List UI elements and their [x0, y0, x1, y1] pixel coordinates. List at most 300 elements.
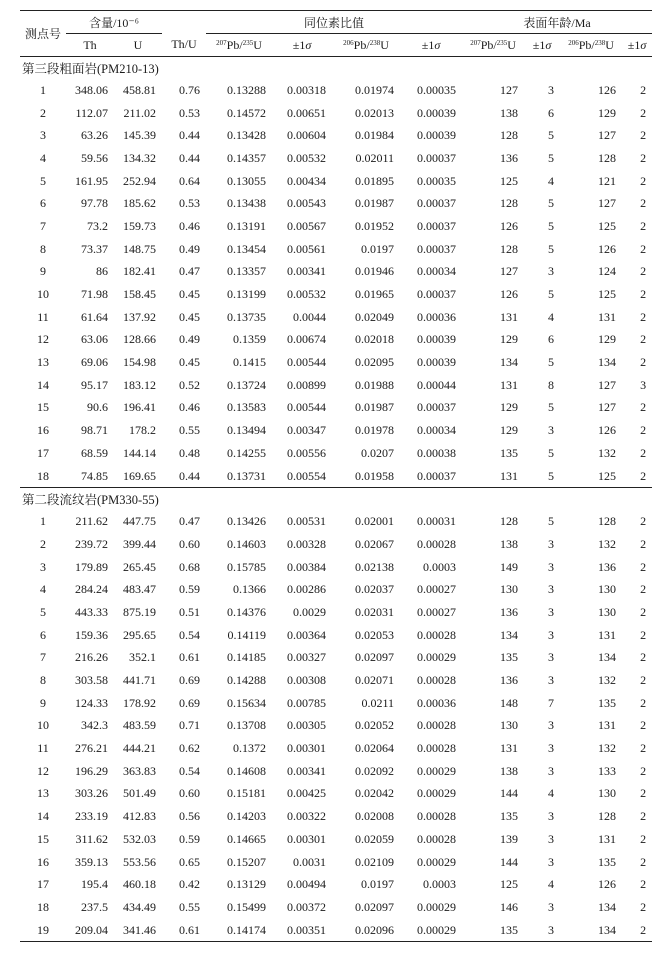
table-cell: 0.00494 — [287, 877, 327, 892]
table-cell: 0.02031 — [355, 604, 395, 619]
table-cell: 3 — [40, 128, 46, 143]
table-row — [20, 442, 652, 465]
table-cell: 5 — [548, 355, 555, 370]
table-cell: 126 — [500, 218, 519, 233]
table-cell: 134 — [598, 355, 617, 370]
table-cell: 0.00544 — [287, 355, 327, 370]
table-cell: 0.02059 — [355, 831, 395, 846]
table-cell: 5 — [548, 150, 555, 165]
table-cell: 0.13426 — [227, 514, 267, 529]
table-cell: 311.62 — [75, 831, 108, 846]
table-cell: 5 — [40, 604, 46, 619]
table-cell: 875.19 — [123, 604, 157, 619]
table-body — [20, 57, 652, 942]
table-cell: 352.1 — [129, 650, 157, 665]
table-cell: 131 — [500, 741, 519, 756]
table-cell: 4 — [548, 309, 555, 324]
table-row — [20, 533, 652, 556]
table-cell: 3 — [548, 854, 555, 869]
table-cell: 2 — [640, 536, 647, 551]
table-cell: 11 — [37, 741, 49, 756]
table-cell: 342.3 — [81, 718, 108, 733]
table-cell: 3 — [548, 673, 555, 688]
table-cell: 0.00567 — [287, 218, 327, 233]
table-cell: 553.56 — [123, 854, 157, 869]
header-206pb-238u-age: $^{206}$Pb/$^{238}$U — [560, 34, 622, 57]
table-row — [20, 510, 652, 533]
table-cell: 0.00039 — [417, 332, 457, 347]
table-row — [20, 124, 652, 147]
table-cell: 0.00029 — [417, 899, 457, 914]
table-cell: 2 — [640, 82, 647, 97]
table-cell: 0.02109 — [355, 854, 395, 869]
table-cell: 0.00351 — [272, 919, 332, 942]
table-cell: 0.15207 — [227, 854, 267, 869]
table-cell: 0.02011 — [355, 150, 395, 165]
table-cell: 169.65 — [123, 468, 157, 483]
table-cell: 2 — [640, 105, 647, 120]
table-row — [20, 397, 652, 420]
table-cell: 138 — [500, 763, 519, 778]
table-cell: 131 — [598, 627, 617, 642]
table-cell: 161.95 — [75, 173, 108, 188]
table-cell: 0.00899 — [287, 377, 327, 392]
table-cell: 0.00532 — [287, 287, 327, 302]
table-cell: 69.06 — [81, 355, 108, 370]
table-cell: 0.00035 — [417, 82, 457, 97]
table-cell: 2 — [640, 173, 647, 188]
table-cell: 0.52 — [179, 377, 201, 392]
table-cell: 2 — [640, 695, 647, 710]
table-cell: 125 — [598, 468, 617, 483]
table-cell: 145.39 — [123, 128, 157, 143]
table-cell: 2 — [640, 468, 647, 483]
table-cell: 0.46 — [179, 218, 201, 233]
table-cell: 144 — [500, 854, 519, 869]
table-cell: 0.00318 — [287, 82, 327, 97]
table-cell: 0.14603 — [227, 536, 267, 551]
table-cell: 182.41 — [123, 264, 157, 279]
table-cell: 0.02042 — [355, 786, 395, 801]
table-row — [20, 283, 652, 306]
table-row — [20, 692, 652, 715]
table-cell: 0.00028 — [417, 831, 457, 846]
table-cell: 127 — [500, 264, 519, 279]
table-cell: 73.37 — [81, 241, 108, 256]
table-row — [20, 737, 652, 760]
table-cell: 0.51 — [179, 604, 201, 619]
table-row — [20, 760, 652, 783]
table-cell: 458.81 — [123, 82, 157, 97]
table-cell: 2 — [622, 919, 652, 942]
table-cell: 63.26 — [81, 128, 108, 143]
table-cell: 0.00425 — [287, 786, 327, 801]
table-cell: 133 — [598, 763, 617, 778]
table-cell: 131 — [500, 377, 519, 392]
table-cell: 12 — [37, 763, 49, 778]
table-cell: 0.02097 — [355, 899, 395, 914]
table-cell: 11 — [37, 309, 49, 324]
table-cell: 132 — [598, 673, 617, 688]
table-cell: 0.14376 — [227, 604, 267, 619]
table-cell: 5 — [548, 445, 555, 460]
table-cell: 10 — [37, 718, 49, 733]
header-sigma-2: ±1σ — [400, 34, 462, 57]
table-row — [20, 215, 652, 238]
table-cell: 0.00372 — [287, 899, 327, 914]
table-cell: 86 — [96, 264, 108, 279]
header-content-group: 含量/10⁻⁶ — [66, 11, 162, 34]
table-cell: 0.02067 — [355, 536, 395, 551]
table-cell: 9 — [40, 264, 46, 279]
table-cell: 3 — [548, 582, 555, 597]
table-cell: 18 — [37, 468, 49, 483]
table-cell: 447.75 — [123, 514, 157, 529]
table-cell: 5 — [548, 400, 555, 415]
table-cell: 16 — [37, 423, 49, 438]
table-cell: 4 — [548, 786, 555, 801]
table-cell: 158.45 — [123, 287, 157, 302]
table-cell: 127 — [598, 128, 617, 143]
table-row — [20, 601, 652, 624]
table-cell: 131 — [500, 468, 519, 483]
table-row — [20, 374, 652, 397]
table-cell: 0.00308 — [287, 673, 327, 688]
table-row — [20, 419, 652, 442]
table-cell: 131 — [598, 831, 617, 846]
table-cell: 124.33 — [75, 695, 108, 710]
table-cell: 444.21 — [123, 741, 157, 756]
table-cell: 209.04 — [66, 919, 114, 942]
table-cell: 0.65 — [179, 854, 201, 869]
table-cell: 0.02049 — [355, 309, 395, 324]
table-cell: 128 — [500, 128, 519, 143]
table-cell: 0.00364 — [287, 627, 327, 642]
table-cell: 0.00561 — [287, 241, 327, 256]
table-cell: 0.13428 — [227, 128, 267, 143]
table-cell: 3 — [548, 899, 555, 914]
table-cell: 3 — [640, 377, 647, 392]
table-cell: 0.49 — [179, 332, 201, 347]
table-cell: 132 — [598, 741, 617, 756]
table-cell: 127 — [500, 82, 519, 97]
table-cell: 19 — [20, 919, 66, 942]
table-cell: 0.00328 — [287, 536, 327, 551]
table-cell: 0.44 — [179, 150, 201, 165]
table-cell: 0.00039 — [417, 128, 457, 143]
table-cell: 0.45 — [179, 355, 201, 370]
section-title-row — [20, 57, 652, 80]
table-cell: 0.00532 — [287, 150, 327, 165]
table-cell: 460.18 — [123, 877, 157, 892]
table-cell: 0.01978 — [355, 423, 395, 438]
table-cell: 359.13 — [75, 854, 108, 869]
table-cell: 2 — [640, 718, 647, 733]
table-cell: 129 — [598, 105, 617, 120]
table-cell: 2 — [640, 332, 647, 347]
table-cell: 2 — [640, 809, 647, 824]
table-cell: 0.00027 — [417, 604, 457, 619]
table-cell: 126 — [598, 877, 617, 892]
table-cell: 178.92 — [123, 695, 157, 710]
table-cell: 0.56 — [179, 809, 201, 824]
table-cell: 363.83 — [123, 763, 157, 778]
table-row — [20, 828, 652, 851]
table-cell: 3 — [548, 809, 555, 824]
table-cell: 0.0207 — [361, 445, 395, 460]
table-cell: 8 — [548, 377, 555, 392]
table-cell: 130 — [500, 582, 519, 597]
table-cell: 0.00554 — [287, 468, 327, 483]
table-header — [20, 11, 652, 57]
table-cell: 179.89 — [75, 559, 108, 574]
table-row — [20, 556, 652, 579]
table-cell: 128.66 — [123, 332, 157, 347]
table-cell: 2 — [640, 582, 647, 597]
table-cell: 0.00785 — [287, 695, 327, 710]
table-cell: 239.72 — [75, 536, 108, 551]
table-cell: 0.0003 — [423, 877, 457, 892]
table-cell: 0.00347 — [287, 423, 327, 438]
table-cell: 276.21 — [75, 741, 108, 756]
section-title-row — [20, 488, 652, 511]
table-cell: 0.55 — [179, 423, 201, 438]
table-cell: 63.06 — [81, 332, 108, 347]
table-cell: 0.00027 — [417, 582, 457, 597]
table-cell: 2 — [640, 673, 647, 688]
table-cell: 2 — [640, 831, 647, 846]
table-cell: 348.06 — [75, 82, 108, 97]
table-cell: 2 — [640, 650, 647, 665]
table-cell: 2 — [640, 899, 647, 914]
table-row — [20, 306, 652, 329]
table-cell: 144.14 — [123, 445, 157, 460]
table-cell: 149 — [500, 559, 519, 574]
header-thu: Th/U — [162, 34, 206, 57]
table-cell: 0.1366 — [233, 582, 267, 597]
table-cell: 3 — [40, 559, 46, 574]
table-cell: 154.98 — [123, 355, 157, 370]
table-row — [20, 896, 652, 919]
table-cell: 17 — [37, 877, 49, 892]
table-cell: 135 — [500, 445, 519, 460]
table-cell: 0.1359 — [233, 332, 267, 347]
table-cell: 90.6 — [87, 400, 108, 415]
table-cell: 0.00039 — [417, 355, 457, 370]
table-cell: 74.85 — [81, 468, 108, 483]
table-cell: 135 — [598, 695, 617, 710]
table-cell: 483.47 — [123, 582, 157, 597]
table-cell: 195.4 — [81, 877, 108, 892]
table-row — [20, 102, 652, 125]
header-sigma-4: ±1σ — [622, 34, 652, 57]
table-cell: 135 — [462, 919, 524, 942]
table-cell: 13 — [37, 786, 49, 801]
table-cell: 0.14572 — [227, 105, 267, 120]
table-cell: 0.0031 — [293, 854, 327, 869]
table-cell: 0.00028 — [417, 627, 457, 642]
table-cell: 2 — [640, 264, 647, 279]
table-cell: 0.00028 — [417, 536, 457, 551]
table-cell: 2 — [640, 741, 647, 756]
table-cell: 0.14665 — [227, 831, 267, 846]
table-cell: 0.01952 — [355, 218, 395, 233]
table-row — [20, 715, 652, 738]
table-cell: 0.01987 — [355, 196, 395, 211]
table-cell: 0.02053 — [355, 627, 395, 642]
table-cell: 2 — [640, 218, 647, 233]
table-cell: 131 — [598, 718, 617, 733]
table-row — [20, 329, 652, 352]
table-cell: 2 — [640, 604, 647, 619]
table-cell: 295.65 — [123, 627, 157, 642]
table-cell: 125 — [598, 287, 617, 302]
section-title: 第三段粗面岩(PM210-13) — [22, 62, 159, 76]
table-cell: 14 — [37, 377, 49, 392]
data-table-container — [20, 10, 652, 942]
table-cell: 0.13438 — [227, 196, 267, 211]
table-cell: 0.02138 — [355, 559, 395, 574]
table-cell: 126 — [598, 82, 617, 97]
table-cell: 2 — [640, 763, 647, 778]
table-cell: 0.00038 — [417, 445, 457, 460]
table-cell: 18 — [37, 899, 49, 914]
table-cell: 0.00327 — [287, 650, 327, 665]
table-cell: 138 — [500, 536, 519, 551]
table-cell: 0.00037 — [417, 468, 457, 483]
table-cell: 6 — [40, 196, 46, 211]
table-cell: 0.71 — [179, 718, 201, 733]
table-cell: 139 — [500, 831, 519, 846]
table-cell: 341.46 — [114, 919, 162, 942]
table-row — [20, 351, 652, 374]
table-cell: 131 — [598, 309, 617, 324]
table-row — [20, 919, 652, 942]
table-cell: 0.00029 — [417, 650, 457, 665]
table-cell: 0.00301 — [287, 741, 327, 756]
table-cell: 3 — [548, 604, 555, 619]
table-cell: 2 — [640, 514, 647, 529]
table-cell: 61.64 — [81, 309, 108, 324]
table-cell: 126 — [500, 287, 519, 302]
table-cell: 128 — [500, 241, 519, 256]
table-cell: 0.0029 — [293, 604, 327, 619]
table-cell: 2 — [640, 287, 647, 302]
table-cell: 196.29 — [75, 763, 108, 778]
table-cell: 0.44 — [179, 468, 201, 483]
table-cell: 126 — [598, 423, 617, 438]
table-cell: 0.59 — [179, 831, 201, 846]
table-cell: 5 — [40, 173, 46, 188]
table-row — [20, 805, 652, 828]
table-cell: 132 — [598, 536, 617, 551]
table-cell: 0.00305 — [287, 718, 327, 733]
table-cell: 136 — [500, 604, 519, 619]
zircon-age-table — [20, 10, 652, 942]
table-cell: 7 — [40, 650, 46, 665]
table-cell: 0.53 — [179, 105, 201, 120]
table-cell: 0.00036 — [417, 309, 457, 324]
table-cell: 129 — [500, 332, 519, 347]
table-cell: 124 — [598, 264, 617, 279]
table-cell: 4 — [40, 150, 46, 165]
table-cell: 2 — [640, 877, 647, 892]
table-cell: 130 — [598, 582, 617, 597]
table-cell: 144 — [500, 786, 519, 801]
table-cell: 0.00028 — [417, 809, 457, 824]
table-cell: 0.76 — [179, 82, 201, 97]
table-cell: 0.00029 — [417, 854, 457, 869]
table-cell: 0.15181 — [227, 786, 267, 801]
table-cell: 129 — [500, 400, 519, 415]
table-cell: 211.62 — [75, 514, 108, 529]
table-cell: 0.01974 — [355, 82, 395, 97]
table-cell: 399.44 — [123, 536, 157, 551]
table-cell: 15 — [37, 400, 49, 415]
table-cell: 136 — [500, 673, 519, 688]
table-cell: 2 — [640, 309, 647, 324]
table-cell: 125 — [500, 173, 519, 188]
table-cell: 3 — [548, 82, 555, 97]
table-cell: 125 — [500, 877, 519, 892]
table-cell: 136 — [500, 150, 519, 165]
table-cell: 131 — [500, 309, 519, 324]
table-cell: 0.00037 — [417, 241, 457, 256]
table-cell: 68.59 — [81, 445, 108, 460]
table-cell: 0.49 — [179, 241, 201, 256]
table-cell: 5 — [548, 287, 555, 302]
table-cell: 0.61 — [179, 650, 201, 665]
table-cell: 134 — [598, 899, 617, 914]
table-cell: 2 — [40, 536, 46, 551]
table-row — [20, 147, 652, 170]
table-cell: 178.2 — [129, 423, 157, 438]
table-cell: 0.14255 — [227, 445, 267, 460]
table-cell: 0.02008 — [355, 809, 395, 824]
table-cell: 0.00029 — [400, 919, 462, 942]
table-cell: 0.54 — [179, 627, 201, 642]
header-sigma-3: ±1σ — [524, 34, 560, 57]
table-cell: 0.14174 — [206, 919, 272, 942]
table-cell: 0.00037 — [417, 287, 457, 302]
section-title: 第二段流纹岩(PM330-55) — [20, 488, 652, 511]
table-cell: 0.0197 — [361, 241, 395, 256]
header-age-group: 表面年龄/Ma — [462, 11, 652, 34]
table-cell: 6 — [548, 332, 555, 347]
table-cell: 0.00341 — [287, 264, 327, 279]
table-cell: 0.00322 — [287, 809, 327, 824]
table-cell: 8 — [40, 673, 46, 688]
table-cell: 128 — [500, 196, 519, 211]
table-cell: 0.00674 — [287, 332, 327, 347]
table-cell: 5 — [548, 218, 555, 233]
table-cell: 127 — [598, 196, 617, 211]
table-cell: 130 — [598, 604, 617, 619]
table-cell: 2 — [640, 241, 647, 256]
table-cell: 0.01984 — [355, 128, 395, 143]
table-cell: 0.00531 — [287, 514, 327, 529]
table-cell: 0.13724 — [227, 377, 267, 392]
header-207pb-235u-age: $^{207}$Pb/$^{235}$U — [462, 34, 524, 57]
table-cell: 0.00034 — [417, 264, 457, 279]
table-cell: 0.00341 — [287, 763, 327, 778]
table-cell: 443.33 — [75, 604, 108, 619]
header-th: Th — [66, 34, 114, 57]
table-cell: 0.13454 — [227, 241, 267, 256]
header-207pb-235u-ratio: $^{207}$Pb/$^{235}$U — [206, 34, 272, 57]
table-cell: 2 — [640, 854, 647, 869]
table-cell: 0.02064 — [355, 741, 395, 756]
